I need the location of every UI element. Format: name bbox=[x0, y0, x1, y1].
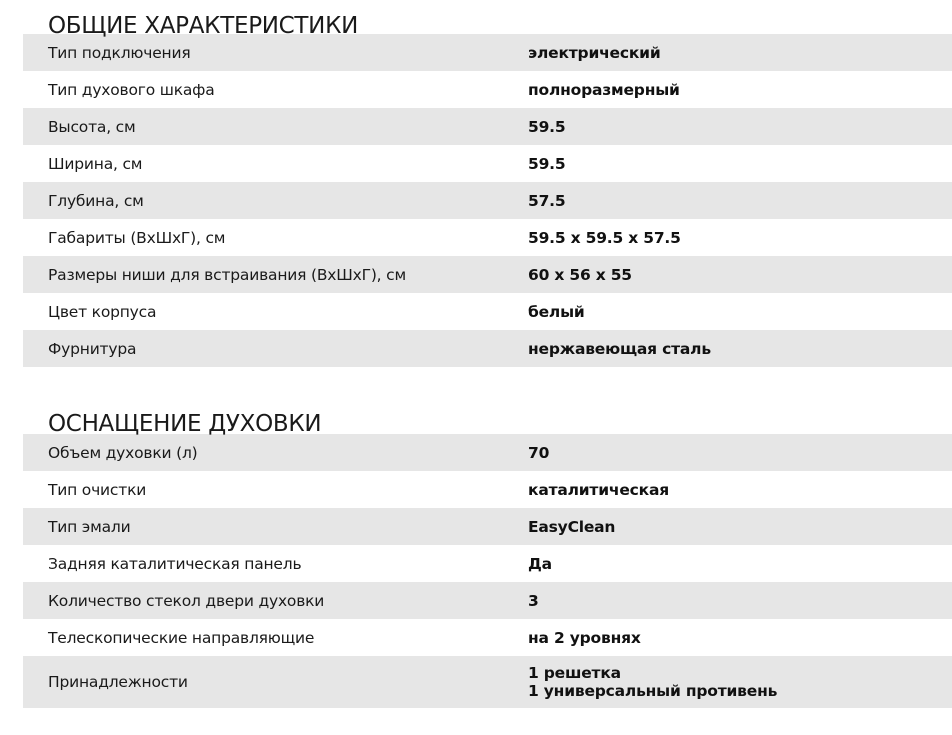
section-title-oven-equipment: ОСНАЩЕНИЕ ДУХОВКИ bbox=[48, 411, 322, 437]
spec-value: 59.5 x 59.5 x 57.5 bbox=[528, 228, 681, 247]
spec-row-width bbox=[23, 145, 952, 182]
spec-row-telescopic-rails bbox=[23, 619, 952, 656]
spec-label: Цвет корпуса bbox=[48, 302, 157, 321]
spec-value bbox=[528, 664, 952, 700]
spec-table-general bbox=[23, 34, 952, 367]
spec-value: нержавеющая сталь bbox=[528, 339, 711, 358]
spec-row-enamel-type bbox=[23, 508, 952, 545]
spec-value: белый bbox=[528, 302, 585, 321]
spec-label: Тип духового шкафа bbox=[48, 80, 215, 99]
spec-table-oven-equipment bbox=[23, 434, 952, 708]
spec-label: Тип подключения bbox=[48, 43, 191, 62]
spec-value-line: 1 универсальный противень bbox=[528, 682, 778, 700]
spec-value: EasyClean bbox=[528, 517, 616, 536]
spec-value: электрический bbox=[528, 43, 661, 62]
spec-row-connection-type bbox=[23, 34, 952, 71]
spec-label: Телескопические направляющие bbox=[48, 628, 315, 647]
spec-label: Тип эмали bbox=[48, 517, 131, 536]
spec-row-door-glass-count bbox=[23, 582, 952, 619]
spec-value-line: 1 решетка bbox=[528, 664, 621, 682]
spec-label: Объем духовки (л) bbox=[48, 443, 198, 462]
spec-label: Тип очистки bbox=[48, 480, 147, 499]
spec-row-fittings bbox=[23, 330, 952, 367]
spec-label: Глубина, см bbox=[48, 191, 144, 210]
spec-value: Да bbox=[528, 554, 552, 573]
spec-label: Размеры ниши для встраивания (ВхШхГ), см bbox=[48, 265, 406, 284]
spec-label: Высота, см bbox=[48, 117, 136, 136]
spec-row-accessories bbox=[23, 656, 952, 708]
spec-row-oven-type bbox=[23, 71, 952, 108]
spec-row-depth bbox=[23, 182, 952, 219]
spec-label: Ширина, см bbox=[48, 154, 143, 173]
spec-row-rear-catalytic-panel bbox=[23, 545, 952, 582]
spec-label: Фурнитура bbox=[48, 339, 137, 358]
spec-value: каталитическая bbox=[528, 480, 669, 499]
spec-value: 70 bbox=[528, 443, 550, 462]
spec-label: Принадлежности bbox=[48, 673, 188, 691]
spec-row-niche-size bbox=[23, 256, 952, 293]
spec-row-height bbox=[23, 108, 952, 145]
spec-value: 59.5 bbox=[528, 117, 566, 136]
spec-value: полноразмерный bbox=[528, 80, 680, 99]
spec-value: 57.5 bbox=[528, 191, 566, 210]
spec-value: 60 x 56 x 55 bbox=[528, 265, 632, 284]
spec-label: Количество стекол двери духовки bbox=[48, 591, 325, 610]
spec-row-body-color bbox=[23, 293, 952, 330]
spec-row-cleaning-type bbox=[23, 471, 952, 508]
spec-label: Габариты (ВхШхГ), см bbox=[48, 228, 226, 247]
spec-row-dimensions bbox=[23, 219, 952, 256]
section-title-general: ОБЩИЕ ХАРАКТЕРИСТИКИ bbox=[48, 13, 359, 39]
spec-row-oven-volume bbox=[23, 434, 952, 471]
spec-value: 3 bbox=[528, 591, 539, 610]
section-gap bbox=[0, 367, 952, 394]
spec-value: на 2 уровнях bbox=[528, 628, 641, 647]
spec-value: 59.5 bbox=[528, 154, 566, 173]
spec-label: Задняя каталитическая панель bbox=[48, 554, 302, 573]
